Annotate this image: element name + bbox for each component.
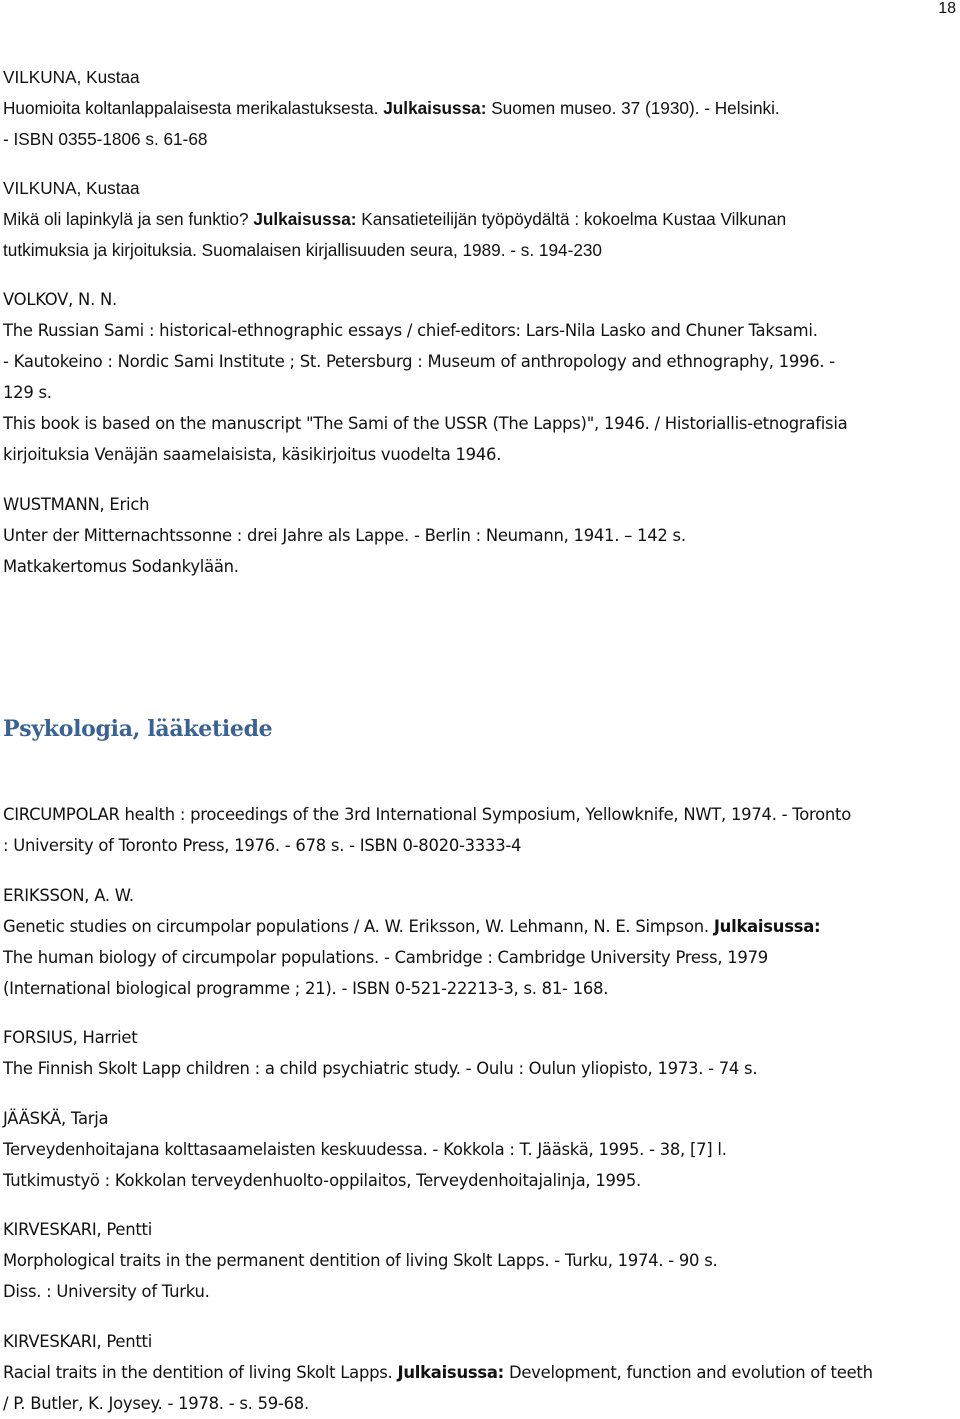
- entry-text: CIRCUMPOLAR health : proceedings of the 3rd International Symposium, Yellowknife, NWT, 1974. - Toronto: [3, 805, 851, 824]
- entry-line: [3, 235, 960, 266]
- entry-text: Kansatieteilijän työpöydältä : kokoelma Kustaa Vilkunan: [356, 209, 787, 229]
- entry-text: Suomen museo. 37 (1930). - Helsinki.: [486, 98, 780, 118]
- entry-text: Tutkimustyö : Kokkolan terveydenhuolto-oppilaitos, Terveydenhoitajalinja, 1995.: [3, 1171, 641, 1190]
- entry-text: kirjoituksia Venäjän saamelaisista, käsikirjoitus vuodelta 1946.: [3, 445, 502, 464]
- entry-line: [3, 204, 960, 235]
- entry-text: : University of Toronto Press, 1976. - 678 s. - ISBN 0-8020-3333-4: [3, 836, 522, 855]
- entry-text: Terveydenhoitajana kolttasaamelaisten keskuudessa. - Kokkola : T. Jääskä, 1995. - 38, [7] l.: [3, 1140, 727, 1159]
- entry-line: [3, 1276, 960, 1307]
- entry-text: - Kautokeino : Nordic Sami Institute ; St. Petersburg : Museum of anthropology and ethnography, 1996. -: [3, 352, 835, 371]
- entry-author: VILKUNA, Kustaa: [3, 178, 140, 198]
- entry-text: Unter der Mitternachtssonne : drei Jahre als Lappe. - Berlin : Neumann, 1941. – 142 s.: [3, 526, 686, 545]
- entry-line: [3, 315, 960, 346]
- bibliography-entry: [3, 284, 960, 470]
- entry-text: Huomioita koltanlappalaisesta merikalastuksesta.: [3, 98, 384, 118]
- publication-keyword: Julkaisussa:: [383, 98, 487, 118]
- entry-line: [3, 124, 960, 155]
- bibliography-entry: [3, 799, 960, 861]
- entry-text: Racial traits in the dentition of living Skolt Lapps.: [3, 1363, 398, 1382]
- entry-text: Morphological traits in the permanent dentition of living Skolt Lapps. - Turku, 1974. - 90 s.: [3, 1251, 718, 1270]
- publication-keyword: Julkaisussa:: [713, 917, 821, 936]
- entry-text: This book is based on the manuscript "The Sami of the USSR (The Lapps)", 1946. / Historiallis-etnografisia: [3, 414, 848, 433]
- entry-line: [3, 799, 960, 830]
- entry-author: KIRVESKARI, Pentti: [3, 1220, 153, 1239]
- entry-line: [3, 942, 960, 973]
- entry-line: [3, 911, 960, 942]
- entry-text: tutkimuksia ja kirjoituksia. Suomalaisen kirjallisuuden seura, 1989. - s. 194-230: [3, 240, 602, 260]
- entry-text: Mikä oli lapinkylä ja sen funktio?: [3, 209, 254, 229]
- entry-author: KIRVESKARI, Pentti: [3, 1332, 153, 1351]
- entry-text: - ISBN 0355-1806 s. 61-68: [3, 129, 208, 149]
- entry-author: WUSTMANN, Erich: [3, 495, 150, 514]
- entry-line: [3, 346, 960, 377]
- entry-line: [3, 377, 960, 408]
- bibliography-entry: [3, 173, 960, 266]
- bibliography-entry: [3, 1214, 960, 1307]
- page-number: 18: [938, 0, 956, 17]
- bibliography-entry: [3, 1103, 960, 1196]
- bibliography-entry: [3, 1022, 960, 1084]
- entry-line: [3, 439, 960, 470]
- publication-keyword: Julkaisussa:: [397, 1363, 504, 1382]
- entry-author: ERIKSSON, A. W.: [3, 886, 134, 905]
- entry-line: [3, 93, 960, 124]
- entry-line: [3, 1245, 960, 1276]
- entry-text: 129 s.: [3, 383, 52, 402]
- bibliography-entry: [3, 489, 960, 582]
- entry-line: [3, 830, 960, 861]
- bibliography-entry: [3, 880, 960, 1004]
- entry-author: VOLKOV, N. N.: [3, 290, 117, 309]
- entry-line: [3, 408, 960, 439]
- entry-text: Matkakertomus Sodankylään.: [3, 557, 239, 576]
- entry-text: (International biological programme ; 21). - ISBN 0-521-22213-3, s. 81- 168.: [3, 979, 609, 998]
- publication-keyword: Julkaisussa:: [253, 209, 357, 229]
- bibliography-entry: [3, 1326, 960, 1419]
- entry-author: JÄÄSKÄ, Tarja: [3, 1109, 109, 1128]
- entry-text: Genetic studies on circumpolar populations / A. W. Eriksson, W. Lehmann, N. E. Simpson.: [3, 917, 714, 936]
- entry-author: VILKUNA, Kustaa: [3, 67, 140, 87]
- entry-text: The Russian Sami : historical-ethnographic essays / chief-editors: Lars-Nila Lasko and Chuner Taksami.: [3, 321, 818, 340]
- entry-line: [3, 520, 960, 551]
- entry-author: FORSIUS, Harriet: [3, 1028, 138, 1047]
- entry-text: Diss. : University of Turku.: [3, 1282, 210, 1301]
- entry-line: [3, 1357, 960, 1388]
- entry-line: [3, 973, 960, 1004]
- entry-line: [3, 1388, 960, 1419]
- entry-line: [3, 551, 960, 582]
- section-heading: Psykologia, lääketiede: [3, 716, 273, 742]
- entry-line: [3, 1053, 960, 1084]
- entry-text: Development, function and evolution of teeth: [504, 1363, 873, 1382]
- bibliography-entry: [3, 62, 960, 155]
- entry-text: The Finnish Skolt Lapp children : a child psychiatric study. - Oulu : Oulun yliopisto, 1973. - 74 s.: [3, 1059, 758, 1078]
- entry-line: [3, 1134, 960, 1165]
- entry-text: The human biology of circumpolar populations. - Cambridge : Cambridge University Press, 1979: [3, 948, 768, 967]
- entry-line: [3, 1165, 960, 1196]
- entry-text: / P. Butler, K. Joysey. - 1978. - s. 59-68.: [3, 1394, 309, 1413]
